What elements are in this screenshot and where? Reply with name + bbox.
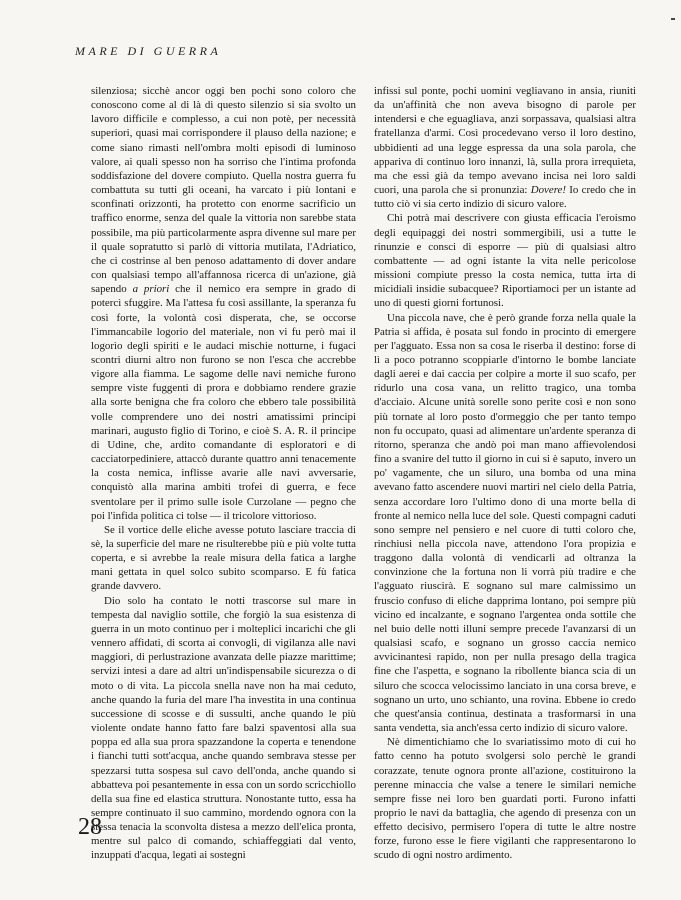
paragraph: Dio solo ha contato le notti trascorse sul mare in tempesta dal naviglio sottile, che forgiò la sua esistenza di guerra in un moto continuo per i molteplici incarichi che gli vennero affidati, di scorta ai convogli, di vigilanza alle navi maggiori, di perlustrazione avanzata delle piazze marittime; servizi intesi a dare ad altri un'indispensabile sicurezza o di moto o di vita. La piccola snella nave non ha mai ceduto, anche quando la furia del mare l'ha investita in una continua successione di scosse e di sussulti, anche quando le più violente ondate hanno fatto fare balzi spaventosi alla sua poppa ed alla sua prora spazzandone la coperta e tenendone i fianchi tutti sott'acqua, anche quando sembrava stesse per spezzarsi tutta sospesa sul cavo dell'onda, anche quando si abbatteva poi pesantemente in essa con un sordo scricchiollo della sua fine ed elastica struttura. Nonostante tutto, essa ha sempre continuato il suo cammino, mordendo ognora con la stessa tenacia la sconvolta distesa a mezzo dell'elica pronta, mentre sul palco di comando, schiaffeggiati dal vento, inzuppati d'acqua, legati ai sostegni: [91, 594, 356, 862]
paragraph: infissi sul ponte, pochi uomini vegliavano in ansia, riuniti da un'affinità che non aveva bisogno di parole per intendersi e che eguagliava, anzi sorpassava, qualsiasi altra fratellanza d'armi. Così procedevano verso il loro destino, ubbidienti ad una legge espressa da una sola parola, che appariva di continuo loro innanzi, là, sulla prora irrequieta, ma che essi già da tempo avevano incisa nei loro saldi cuori, una parola che si pronunzia: Dovere! Io credo che in tutto ciò vi sia certo indizio di sicuro valore.: [374, 85, 636, 211]
paragraph: Se il vortice delle eliche avesse potuto lasciare traccia di sè, la superficie del mare ne risulterebbe più e più volte tutta coperta, e si avrebbe la reale misura della fatica a larghe mani gettata in quel solco subito scomparso. E fù fatica grande davvero.: [91, 523, 356, 593]
right-column: [374, 84, 636, 863]
paragraph: silenziosa; sicchè ancor oggi ben pochi sono coloro che conoscono come al di là di questo silenzio si sia svolto un lavoro difficile e complesso, a cui non potè, per necessità superiori, quasi mai corrispondere il plauso della nazione; e come siano rimasti nell'ombra molti episodi di luminoso valore, ai quali spesso non ha sorriso che l'intima profonda soddisfazione del dovere compiuto. Quella nostra guerra fu combattuta su tutti gli oceani, ha varcato i più lontani e sconfinati orizzonti, ha protetto con enorme sacrificio un traffico enorme, senza del quale la vittoria non sarebbe stata possibile, ma più particolarmente aspra divenne sul mare per il quale sopratutto si parlò di vittoria mutilata, l'Adriatico, che ci costrinse al ben penoso adattamento di dover andare con qualsiasi tempo all'affannosa ricerca di un'azione, già sapendo a priori che il nemico era sempre in grado di potercì sfuggire. Ma l'attesa fu così assillante, la speranza fu così forte, la volontà così disperata, che, se occorse l'immancabile logorio del materiale, non vi fu però mai il logorìo degli spiriti e le audaci mischie notturne, i fugaci scontri diurni altro non furono se non l'esca che accrebbe vigore alla fiamma. Le sagome delle navi nemiche furono sempre viste fuggenti di prora e dobbiamo rendere grazie alla sorte benigna che fra coloro che ebbero tale possibilità volle comprendere uno dei nostri amatissimi principi marinari, augusto figlio di Torino, e cioè S. A. R. il principe di Udine, che, ardito comandante di esploratori e di cacciatorpediniere, attaccò durante quattro anni tenacemente la costa nemica, inflisse avarie alle navi avversarie, conquistò alla marina ambiti trofei di guerra, e fece sventolare per il primo sulle isole Curzolane — pegno che poi l'infida politica ci tolse — il tricolore vittorioso.: [91, 85, 356, 522]
paragraph: Nè dimentichiamo che lo svariatissimo moto di cui ho fatto cenno ha potuto svolgersi solo perchè le grandi corazzate, tenute ognora pronte all'azione, costituirono la perenne minaccia che valse a tenere le similari nemiche sempre fisse nei loro ben guardati porti. Furono infatti proprio le navi da battaglia, che agendo di presenza con un effetto decisivo, permisero l'opera di tutte le altre nostre forze, furono esse le fiere vigilanti che rappresentarono lo scudo di ogni nostro ardimento.: [374, 736, 636, 862]
running-header: MARE DI GUERRA: [75, 44, 222, 58]
paragraph: Una piccola nave, che è però grande forza nella quale la Patria si affida, è posata sul fondo in procinto di emergere per l'agguato. Essa non sa cosa le riserba il destino: forse di lì a poco potranno scoppiarle d'intorno le bombe lanciate dagli aerei e dai caccia per colpire a morte il suo scafo, per ridurlo una cosa vana, un relitto tragico, una tomba d'acciaio. Alcune unità sorelle sono perite così e non sono più tornate al loro posto d'ormeggio che per tanto tempo non fu occupato, quasi ad alimentare un'ardente speranza di ritorno, speranza che andò poi man mano affievolendosi fino a svanire del tutto il giorno in cui si è saputo, invero un po' vagamente, che un siluro, una bomba od una mina avevano fatto ascendere nuovi martiri nel cielo della Patria, senza accordare loro l'ultimo dono di una morte bella di fronte al nemico nella luce del sole. Questi compagni caduti sono sempre nel pensiero e nel cuore di tutti coloro che, rinchiusi nella piccola nave, attendono l'ora propizia e traggono dalla volontà di vendicarli ad oltranza la convinzione che la fortuna non li vorrà più tradire e che l'agguato riuscirà. E sognano sul mare calmissimo un fruscio confuso di eliche dapprima lontano, poi sempre più vicino ed incalzante, e sognano l'argentea onda sottile che nel buio delle notti illuni sempre precede l'avanzarsi di un qualsiasi scafo, e sognano un grosso caccia nemico avvicinantesi rapido, non per nulla presago della tragica fine che l'aspetta, e sognano la ribollente bianca scia di un siluro che scocca velocissimo lanciato in una corsa breve, e sognano un urto, uno schianto, una rovina. Ebbene io credo che quest'ansia continua, destinata a trasformarsi in una santa vendetta, sia anch'essa certo indizio di sicuro valore.: [374, 311, 636, 735]
left-column: [91, 84, 356, 863]
paragraph: Chi potrà mai descrivere con giusta efficacia l'eroismo degli equipaggi dei nostri sommergibili, usi a tutte le rinunzie e consci di esporre — più di qualsiasi altro combattente — ad ogni istante la vita nelle pericolose missioni compiute presso la costa nemica, tutta irta di micidiali insidie subacquee? Riportiamoci per un istante ad uno di questi giorni fortunosi.: [374, 212, 636, 310]
edge-mark: [671, 18, 675, 20]
page-number: 28: [78, 814, 102, 840]
